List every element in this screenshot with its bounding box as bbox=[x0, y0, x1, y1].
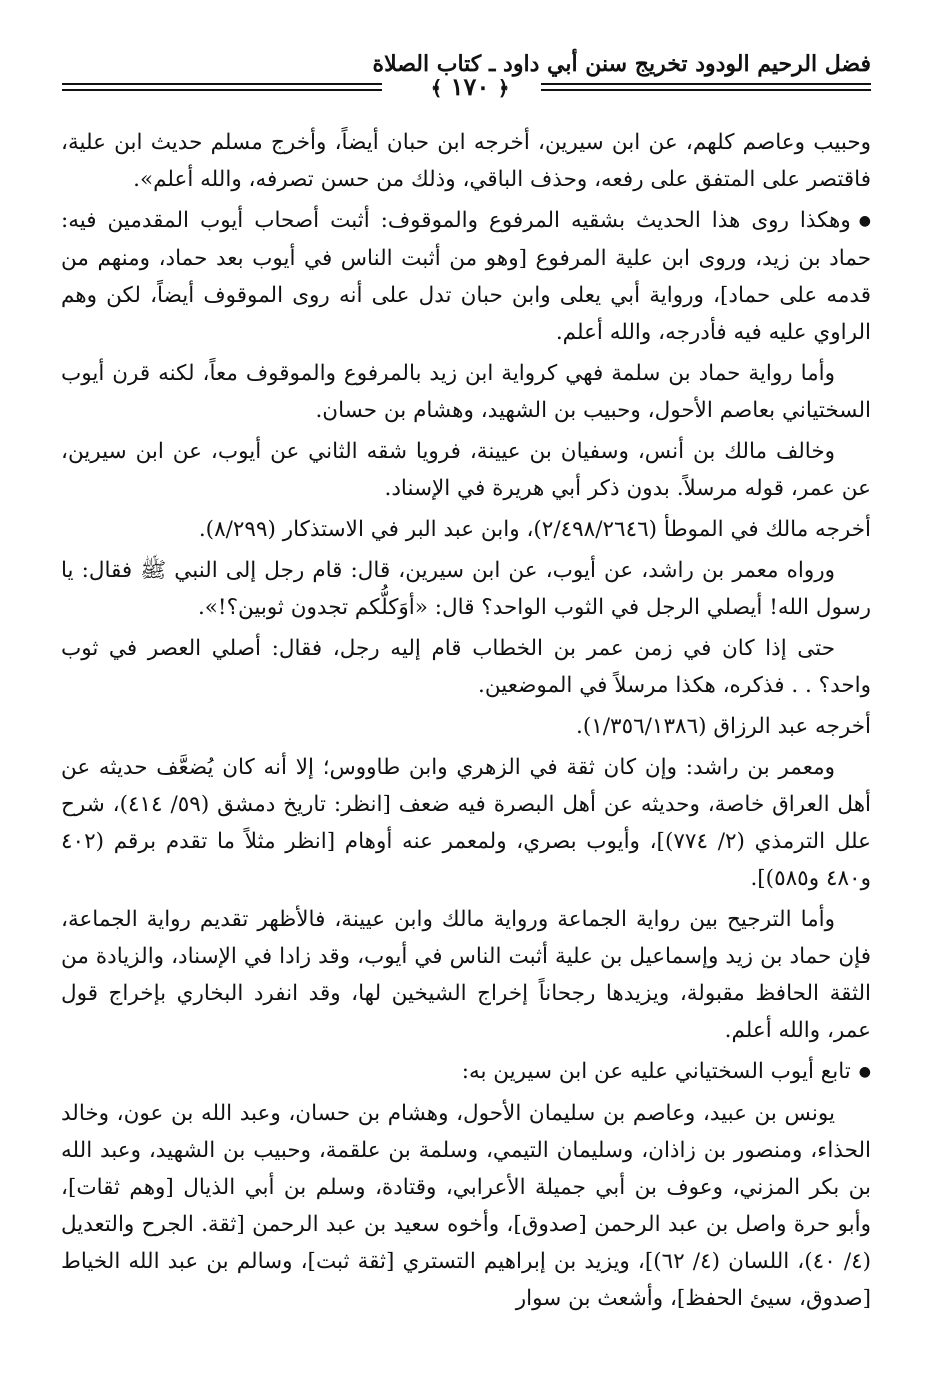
body-text bbox=[61, 124, 871, 1321]
paragraph bbox=[61, 708, 871, 745]
ornament-icon: ﴾ bbox=[430, 76, 443, 100]
paragraph-text: وأما رواية حماد بن سلمة فهي كرواية ابن زيد بالمرفوع والموقوف معاً، لكنه قرن أيوب السختياني بعاصم الأحول، وحبيب بن الشهيد، وهشام بن حسان. bbox=[61, 361, 871, 423]
paragraph bbox=[61, 1095, 871, 1317]
paragraph bbox=[61, 433, 871, 507]
paragraph-text: وهكذا روى هذا الحديث بشقيه المرفوع والموقوف: أثبت أصحاب أيوب المقدمين فيه: حماد بن زيد، وروى ابن علية المرفوع [وهو من أثبت الناس في أيوب بعد حماد، ومنهم من قدمه على حماد]، ورواية أبي يعلى وابن حبان تدل على أنه روى الموقوف أيضاً، لكن وهم الراوي عليه فيه فأدرجه، والله أعلم. bbox=[61, 208, 871, 345]
paragraph-text: حتى إذا كان في زمن عمر بن الخطاب قام إليه رجل، فقال: أصلي العصر في ثوب واحد؟ . . فذكره، هكذا مرسلاً في الموضعين. bbox=[61, 636, 871, 698]
paragraph bbox=[61, 552, 871, 626]
paragraph-text: ورواه معمر بن راشد، عن أيوب، عن ابن سيرين، قال: قام رجل إلى النبي ﷺ فقال: يا رسول الله! أيصلي الرجل في الثوب الواحد؟ قال: «أوَكلُّكم تجدون ثوبين؟!». bbox=[61, 558, 871, 620]
paragraph bbox=[61, 355, 871, 429]
paragraph-text: وأما الترجيح بين رواية الجماعة ورواية مالك وابن عيينة، فالأظهر تقديم رواية الجماعة، فإن حماد بن زيد وإسماعيل بن علية أثبت الناس في أيوب، وقد زادا في الإسناد، والزيادة من الثقة الحافظ مقبولة، ويزيدها رجحاناً إخراج الشيخين لها، وقد انفرد البخاري بإخراج قول عمر، والله أعلم. bbox=[61, 907, 871, 1043]
ornament-icon: ﴿ bbox=[497, 76, 510, 100]
paragraph-text: وحبيب وعاصم كلهم، عن ابن سيرين، أخرجه ابن حبان أيضاً، وأخرج مسلم حديث ابن علية، فاقتصر على المتفق على رفعه، وحذف الباقي، وذلك من حسن تصرفه، والله أعلم». bbox=[61, 130, 871, 192]
paragraph bbox=[61, 511, 871, 548]
bullet-icon: ● bbox=[858, 1064, 871, 1080]
paragraph bbox=[61, 630, 871, 704]
paragraph bbox=[61, 124, 871, 198]
paragraph-text: تابع أيوب السختياني عليه عن ابن سيرين به: bbox=[461, 1059, 851, 1084]
header-rule-left bbox=[62, 83, 382, 85]
paragraph bbox=[61, 1053, 871, 1091]
header-rule-top bbox=[541, 89, 871, 91]
paragraph-text: أخرجه عبد الرزاق (١/٣٥٦/١٣٨٦). bbox=[576, 714, 871, 739]
paragraph-text: وخالف مالك بن أنس، وسفيان بن عيينة، فرويا شقه الثاني عن أيوب، عن ابن سيرين، عن عمر، قوله مرسلاً. بدون ذكر أبي هريرة في الإسناد. bbox=[61, 439, 871, 501]
running-header: فضل الرحيم الودود تخريج سنن أبي داود ـ كتاب الصلاة bbox=[372, 51, 871, 77]
paragraph bbox=[61, 749, 871, 897]
page-number: ١٧٠ bbox=[450, 72, 490, 101]
paragraph-text: أخرجه مالك في الموطأ (٢/٤٩٨/٢٦٤٦)، وابن عبد البر في الاستذكار (٨/٢٩٩). bbox=[198, 517, 871, 542]
header-rule-top bbox=[541, 83, 871, 85]
paragraph bbox=[61, 901, 871, 1049]
paragraph-text: ومعمر بن راشد: وإن كان ثقة في الزهري وابن طاووس؛ إلا أنه كان يُضعَّف حديثه عن أهل العراق خاصة، وحديثه عن أهل البصرة فيه ضعف [انظر: تاريخ دمشق (٥٩/ ٤١٤)، شرح علل الترمذي (٢/ ٧٧٤)]، وأيوب بصري، ولمعمر عنه أوهام [انظر مثلاً ما تقدم برقم (٤٠٢ و٤٨٠ و٥٨٥)]. bbox=[61, 755, 872, 891]
bullet-icon: ● bbox=[858, 213, 871, 229]
paragraph-text: يونس بن عبيد، وعاصم بن سليمان الأحول، وهشام بن حسان، وعبد الله بن عون، وخالد الحذاء، ومنصور بن زاذان، وسليمان التيمي، وسلمة بن علقمة، وحبيب بن الشهيد، وعبد الله بن بكر المزني، وعوف بن أبي جميلة الأعرابي، وقتادة، وسلم بن أبي الذيال [وهم ثقات]، وأبو حرة واصل بن عبد الرحمن [صدوق]، وأخوه سعيد بن عبد الرحمن [ثقة. الجرح والتعديل (٤/ ٤٠)، اللسان (٤/ ٦٢)]، ويزيد بن إبراهيم التستري [ثقة ثبت]، وسالم بن عبد الله الخياط [صدوق، سيئ الحفظ]، وأشعث بن سوار bbox=[61, 1101, 872, 1311]
page-number-box bbox=[390, 70, 550, 104]
header-rule-left bbox=[62, 89, 382, 91]
paragraph bbox=[61, 202, 871, 351]
